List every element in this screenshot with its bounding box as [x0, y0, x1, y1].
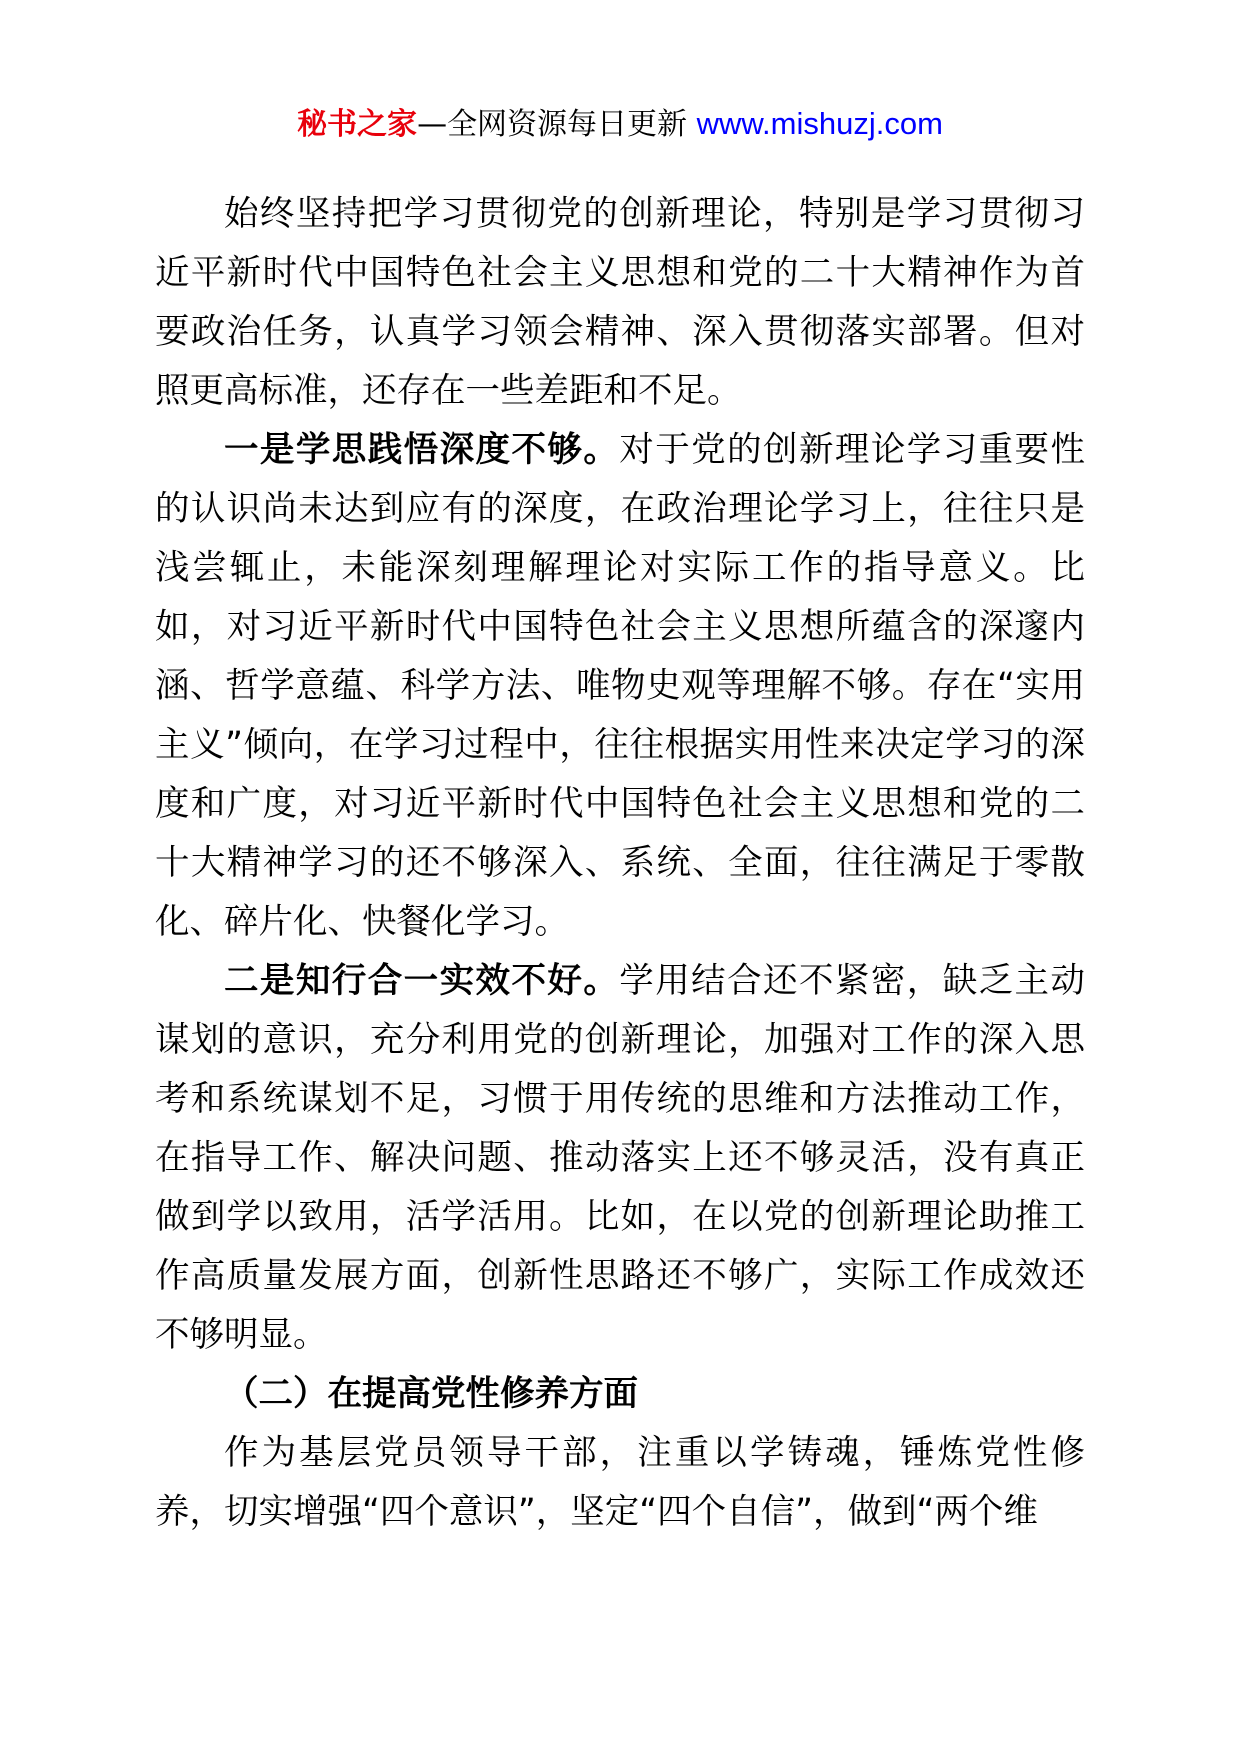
point-two-heading: 二是知行合一实效不好。	[224, 961, 620, 1001]
point-one-text: 对于党的创新理论学习重要性的认识尚未达到应有的深度，在政治理论学习上，往往只是浅尝辄止，未能深刻理解理论对实际工作的指导意义。比如，对习近平新时代中国特色社会主义思想所蕴含的深邃内涵、哲学意蕴、科学方法、唯物史观等理解不够。存在“实用主义”倾向，在学习过程中，往往根据实用性来决定学习的深度和广度，对习近平新时代中国特色社会主义思想和党的二十大精神学习的还不够深入、系统、全面，往往满足于零散化、碎片化、快餐化学习。	[155, 430, 1085, 942]
point-two-paragraph	[155, 952, 1085, 1365]
page-header	[0, 104, 1240, 145]
section-two-paragraph: 作为基层党员领导干部，注重以学铸魂，锤炼党性修养，切实增强“四个意识”，坚定“四个自信”，做到“两个维	[155, 1433, 1085, 1532]
point-two-text: 学用结合还不紧密，缺乏主动谋划的意识，充分利用党的创新理论，加强对工作的深入思考和系统谋划不足，习惯于用传统的思维和方法推动工作，在指导工作、解决问题、推动落实上还不够灵活，没有真正做到学以致用，活学活用。比如，在以党的创新理论助推工作高质量发展方面，创新性思路还不够广，实际工作成效还不够明显。	[155, 961, 1085, 1355]
section-two-heading: （二）在提高党性修养方面	[224, 1374, 638, 1414]
document-body	[155, 185, 1085, 1542]
website-link[interactable]: www.mishuzj.com	[696, 106, 943, 141]
intro-paragraph: 始终坚持把学习贯彻党的创新理论，特别是学习贯彻习近平新时代中国特色社会主义思想和党的二十大精神作为首要政治任务，认真学习领会精神、深入贯彻落实部署。但对照更高标准，还存在一些差距和不足。	[155, 194, 1085, 411]
brand-name: 秘书之家	[297, 107, 418, 142]
point-one-paragraph	[155, 421, 1085, 952]
point-one-heading: 一是学思践悟深度不够。	[224, 430, 620, 470]
header-tagline: —全网资源每日更新	[417, 107, 697, 142]
